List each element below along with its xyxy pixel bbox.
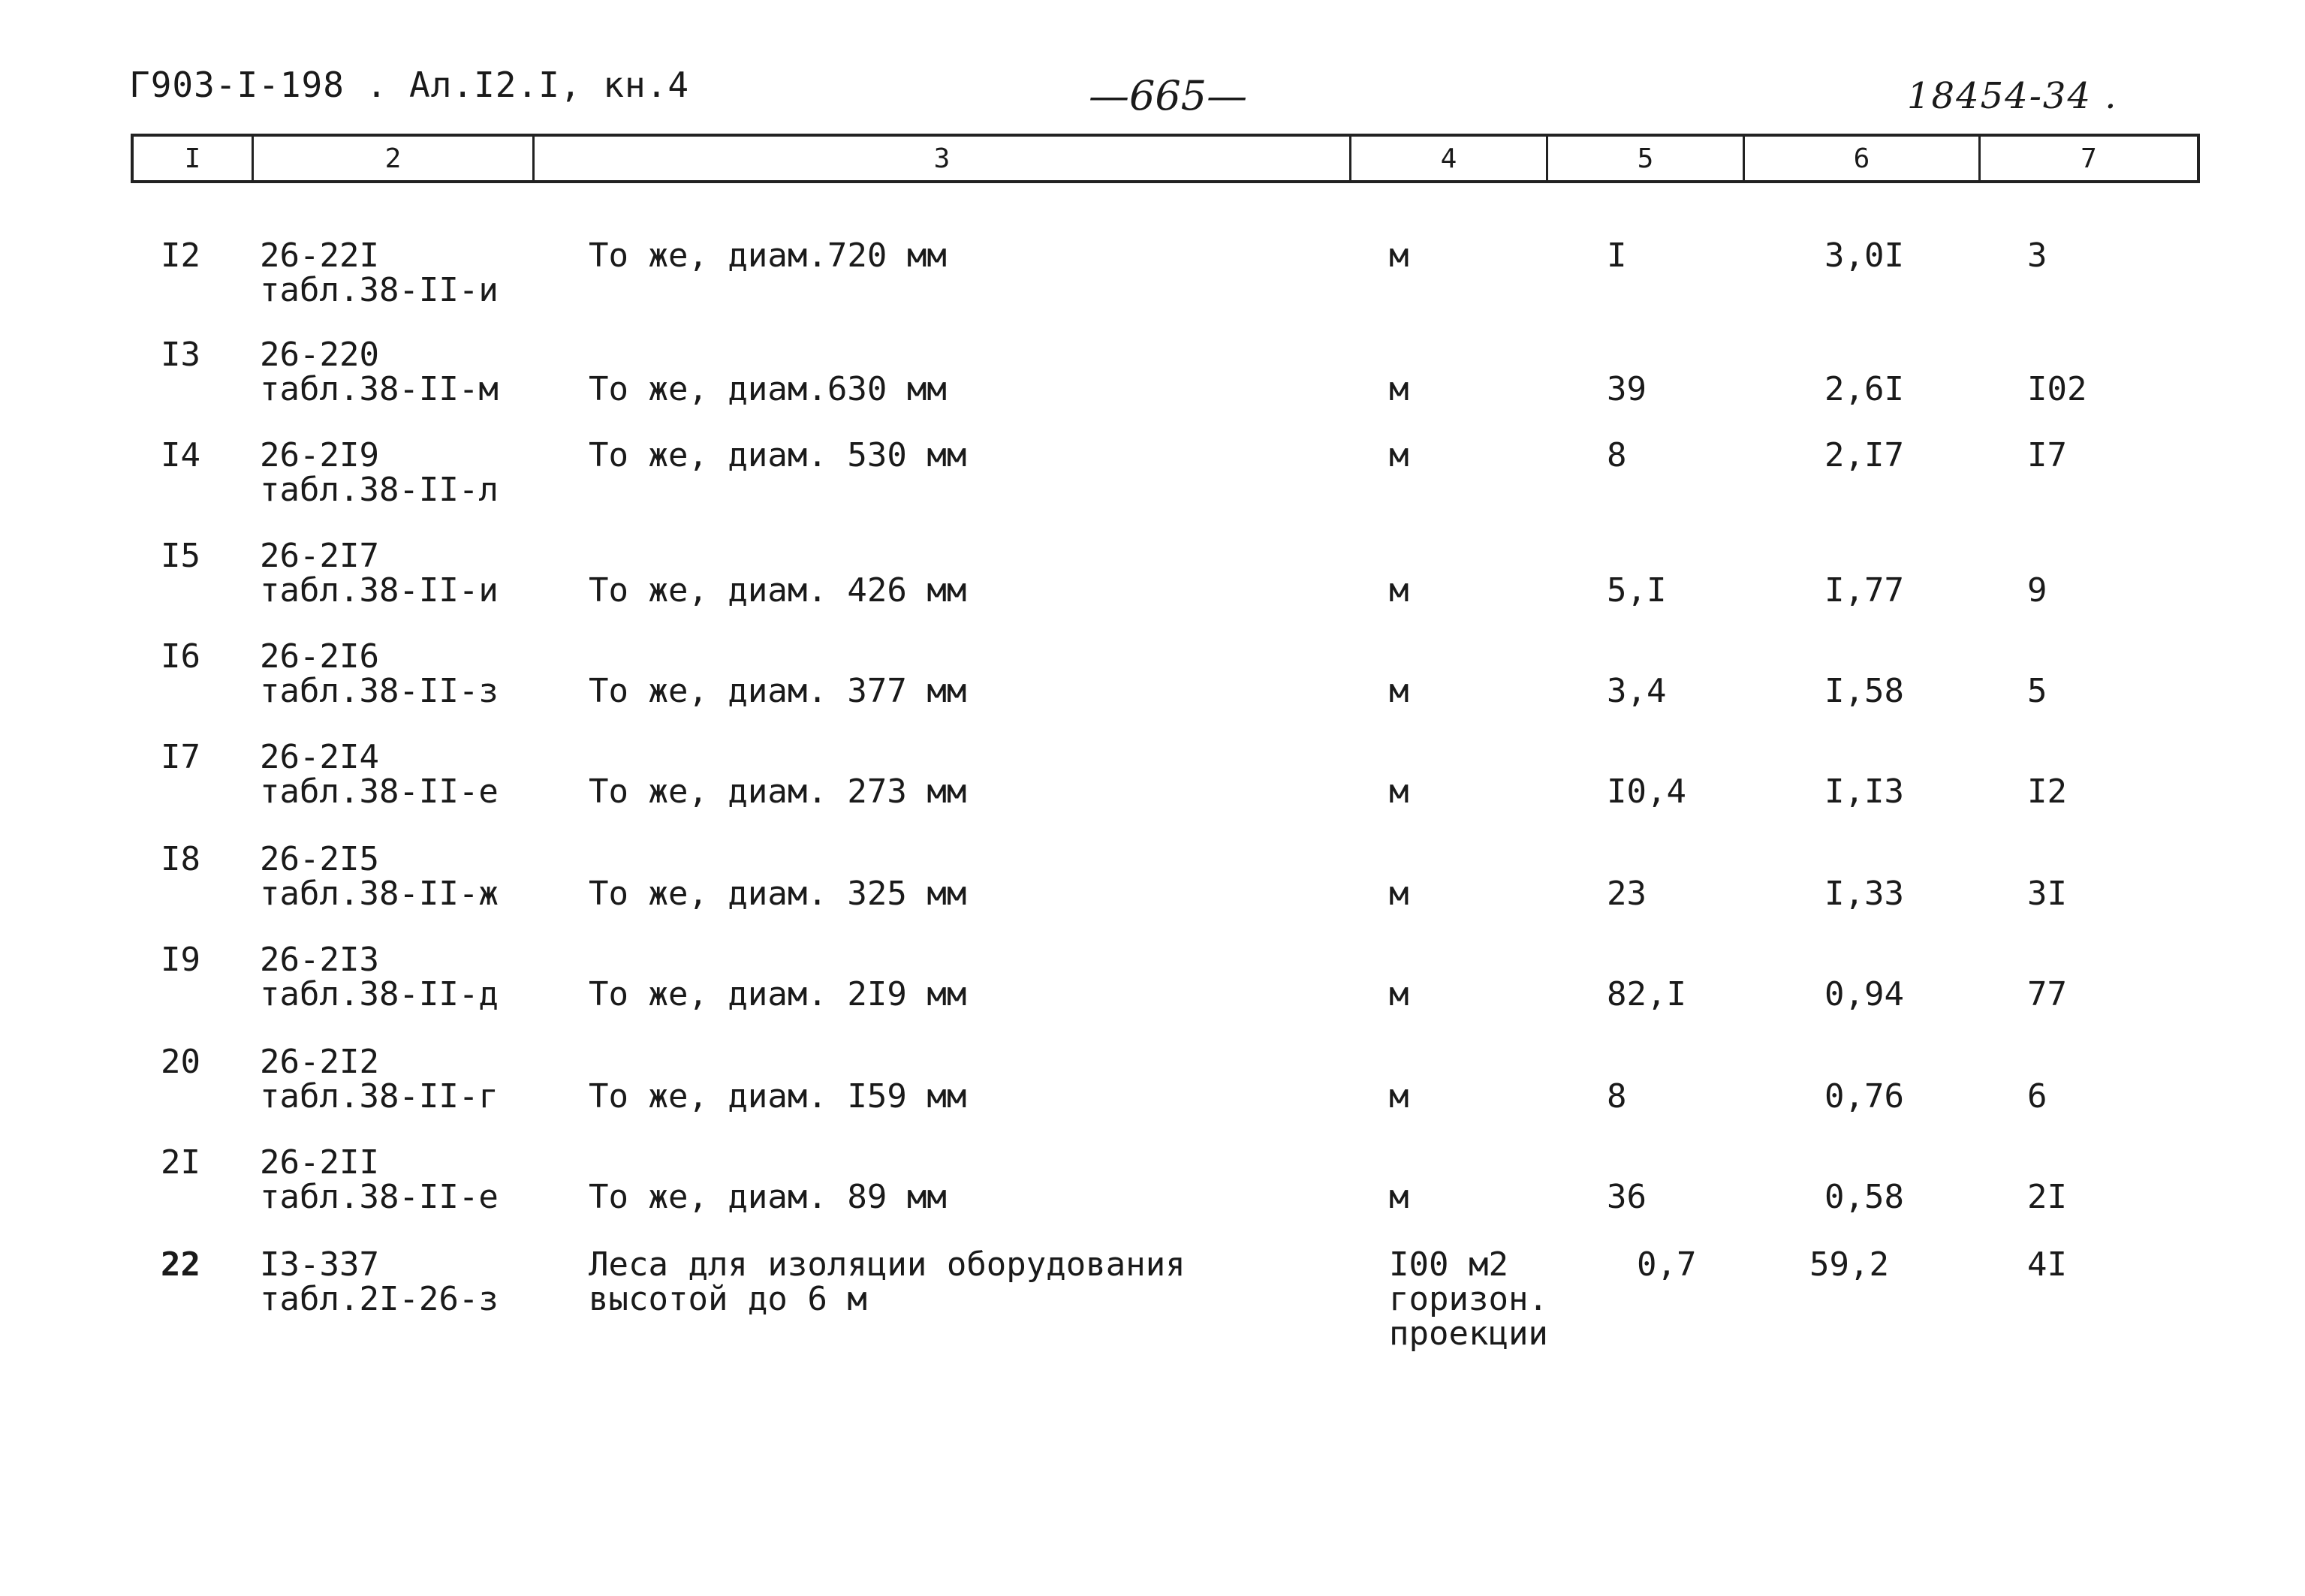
item-name: То же, диам.720 мм: [589, 236, 947, 275]
column-header-row: [131, 134, 2200, 183]
quantity: 39: [1607, 370, 1647, 408]
column-header-7: 7: [2081, 143, 2097, 174]
item-name: То же, диам. 377 мм: [589, 672, 967, 710]
unit-price: I,58: [1824, 672, 1904, 710]
total: 5: [2027, 672, 2047, 710]
column-header-6: 6: [1745, 137, 1981, 180]
column-header-4: 4: [1351, 137, 1548, 180]
unit: м: [1389, 370, 1409, 408]
quantity: 5,I: [1607, 571, 1667, 610]
unit: м: [1389, 571, 1409, 610]
quantity: 23: [1607, 875, 1647, 913]
column-header-1: I: [134, 137, 254, 180]
rate-table: табл.38-II-и: [260, 571, 499, 610]
total: 6: [2027, 1077, 2047, 1116]
row-number: 20: [161, 1043, 200, 1081]
rate-code: 26-2II: [260, 1143, 379, 1182]
unit: м: [1389, 672, 1409, 710]
rate-code: 26-22I: [260, 236, 379, 275]
item-name-line-1: Леса для изоляции оборудования: [589, 1245, 1186, 1284]
unit-price: 3,0I: [1824, 236, 1904, 275]
rate-table: табл.2I-26-з: [260, 1280, 499, 1318]
total: 2I: [2027, 1178, 2067, 1216]
total: I2: [2027, 772, 2067, 811]
rate-table: табл.38-II-д: [260, 975, 499, 1013]
page-number: —665—: [1089, 72, 1248, 119]
item-name: То же, диам. I59 мм: [589, 1077, 967, 1116]
rate-table: табл.38-II-е: [260, 772, 499, 811]
total: I7: [2027, 436, 2067, 474]
total: 4I: [2027, 1245, 2067, 1284]
unit: м: [1389, 875, 1409, 913]
unit-price: I,33: [1824, 875, 1904, 913]
row-number: 22: [161, 1245, 200, 1284]
quantity: 36: [1607, 1178, 1647, 1216]
total: 3I: [2027, 875, 2067, 913]
total: 77: [2027, 975, 2067, 1013]
unit-line-1: I00 м2: [1389, 1245, 1508, 1284]
row-number: I2: [161, 236, 200, 275]
rate-code: 26-220: [260, 336, 379, 374]
rate-table: табл.38-II-м: [260, 370, 499, 408]
rate-table: табл.38-II-л: [260, 471, 499, 509]
item-name: То же, диам. 325 мм: [589, 875, 967, 913]
unit: м: [1389, 436, 1409, 474]
sheet-reference: 18454-34 .: [1907, 75, 2118, 117]
rate-code: 26-2I5: [260, 840, 379, 878]
item-name: То же, диам. 89 мм: [589, 1178, 947, 1216]
unit-price: 0,94: [1824, 975, 1904, 1013]
unit: м: [1389, 1077, 1409, 1116]
row-number: I9: [161, 941, 200, 979]
unit-price: I,77: [1824, 571, 1904, 610]
rate-code: 26-2I9: [260, 436, 379, 474]
unit-line-3: проекции: [1389, 1314, 1548, 1353]
unit-price: 0,76: [1824, 1077, 1904, 1116]
column-header-5: 5: [1548, 137, 1745, 180]
row-number: 2I: [161, 1143, 200, 1182]
document-code: Г903-I-198 . Ал.I2.I, кн.4: [129, 65, 690, 105]
rate-table: табл.38-II-г: [260, 1077, 499, 1116]
rate-table: табл.38-II-з: [260, 672, 499, 710]
unit: м: [1389, 236, 1409, 275]
unit-price: I,I3: [1824, 772, 1904, 811]
unit-price: 59,2: [1809, 1245, 1889, 1284]
rate-code: 26-2I7: [260, 537, 379, 575]
rate-table: табл.38-II-е: [260, 1178, 499, 1216]
unit-price: 2,6I: [1824, 370, 1904, 408]
rate-table: табл.38-II-ж: [260, 875, 499, 913]
row-number: I7: [161, 738, 200, 776]
unit-line-2: горизон.: [1389, 1280, 1548, 1318]
row-number: I4: [161, 436, 200, 474]
rate-code: 26-2I6: [260, 637, 379, 676]
row-number: I3: [161, 336, 200, 374]
total: 3: [2027, 236, 2047, 275]
row-number: I8: [161, 840, 200, 878]
quantity: 8: [1607, 1077, 1627, 1116]
item-name: То же, диам. 273 мм: [589, 772, 967, 811]
total: 9: [2027, 571, 2047, 610]
column-header-2: 2: [254, 137, 535, 180]
item-name-line-2: высотой до 6 м: [589, 1280, 867, 1318]
rate-code: 26-2I2: [260, 1043, 379, 1081]
rate-code: I3-337: [260, 1245, 379, 1284]
unit: м: [1389, 975, 1409, 1013]
quantity: I0,4: [1607, 772, 1686, 811]
row-number: I6: [161, 637, 200, 676]
unit-price: 0,58: [1824, 1178, 1904, 1216]
rate-code: 26-2I4: [260, 738, 379, 776]
quantity: 82,I: [1607, 975, 1686, 1013]
item-name: То же, диам.630 мм: [589, 370, 947, 408]
total: I02: [2027, 370, 2087, 408]
quantity: I: [1607, 236, 1627, 275]
unit: м: [1389, 1178, 1409, 1216]
rate-code: 26-2I3: [260, 941, 379, 979]
quantity: 3,4: [1607, 672, 1667, 710]
rate-table: табл.38-II-и: [260, 271, 499, 309]
column-header-3: 3: [535, 137, 1351, 180]
quantity: 0,7: [1637, 1245, 1697, 1284]
item-name: То же, диам. 2I9 мм: [589, 975, 967, 1013]
unit: м: [1389, 772, 1409, 811]
unit-price: 2,I7: [1824, 436, 1904, 474]
item-name: То же, диам. 530 мм: [589, 436, 967, 474]
item-name: То же, диам. 426 мм: [589, 571, 967, 610]
row-number: I5: [161, 537, 200, 575]
quantity: 8: [1607, 436, 1627, 474]
